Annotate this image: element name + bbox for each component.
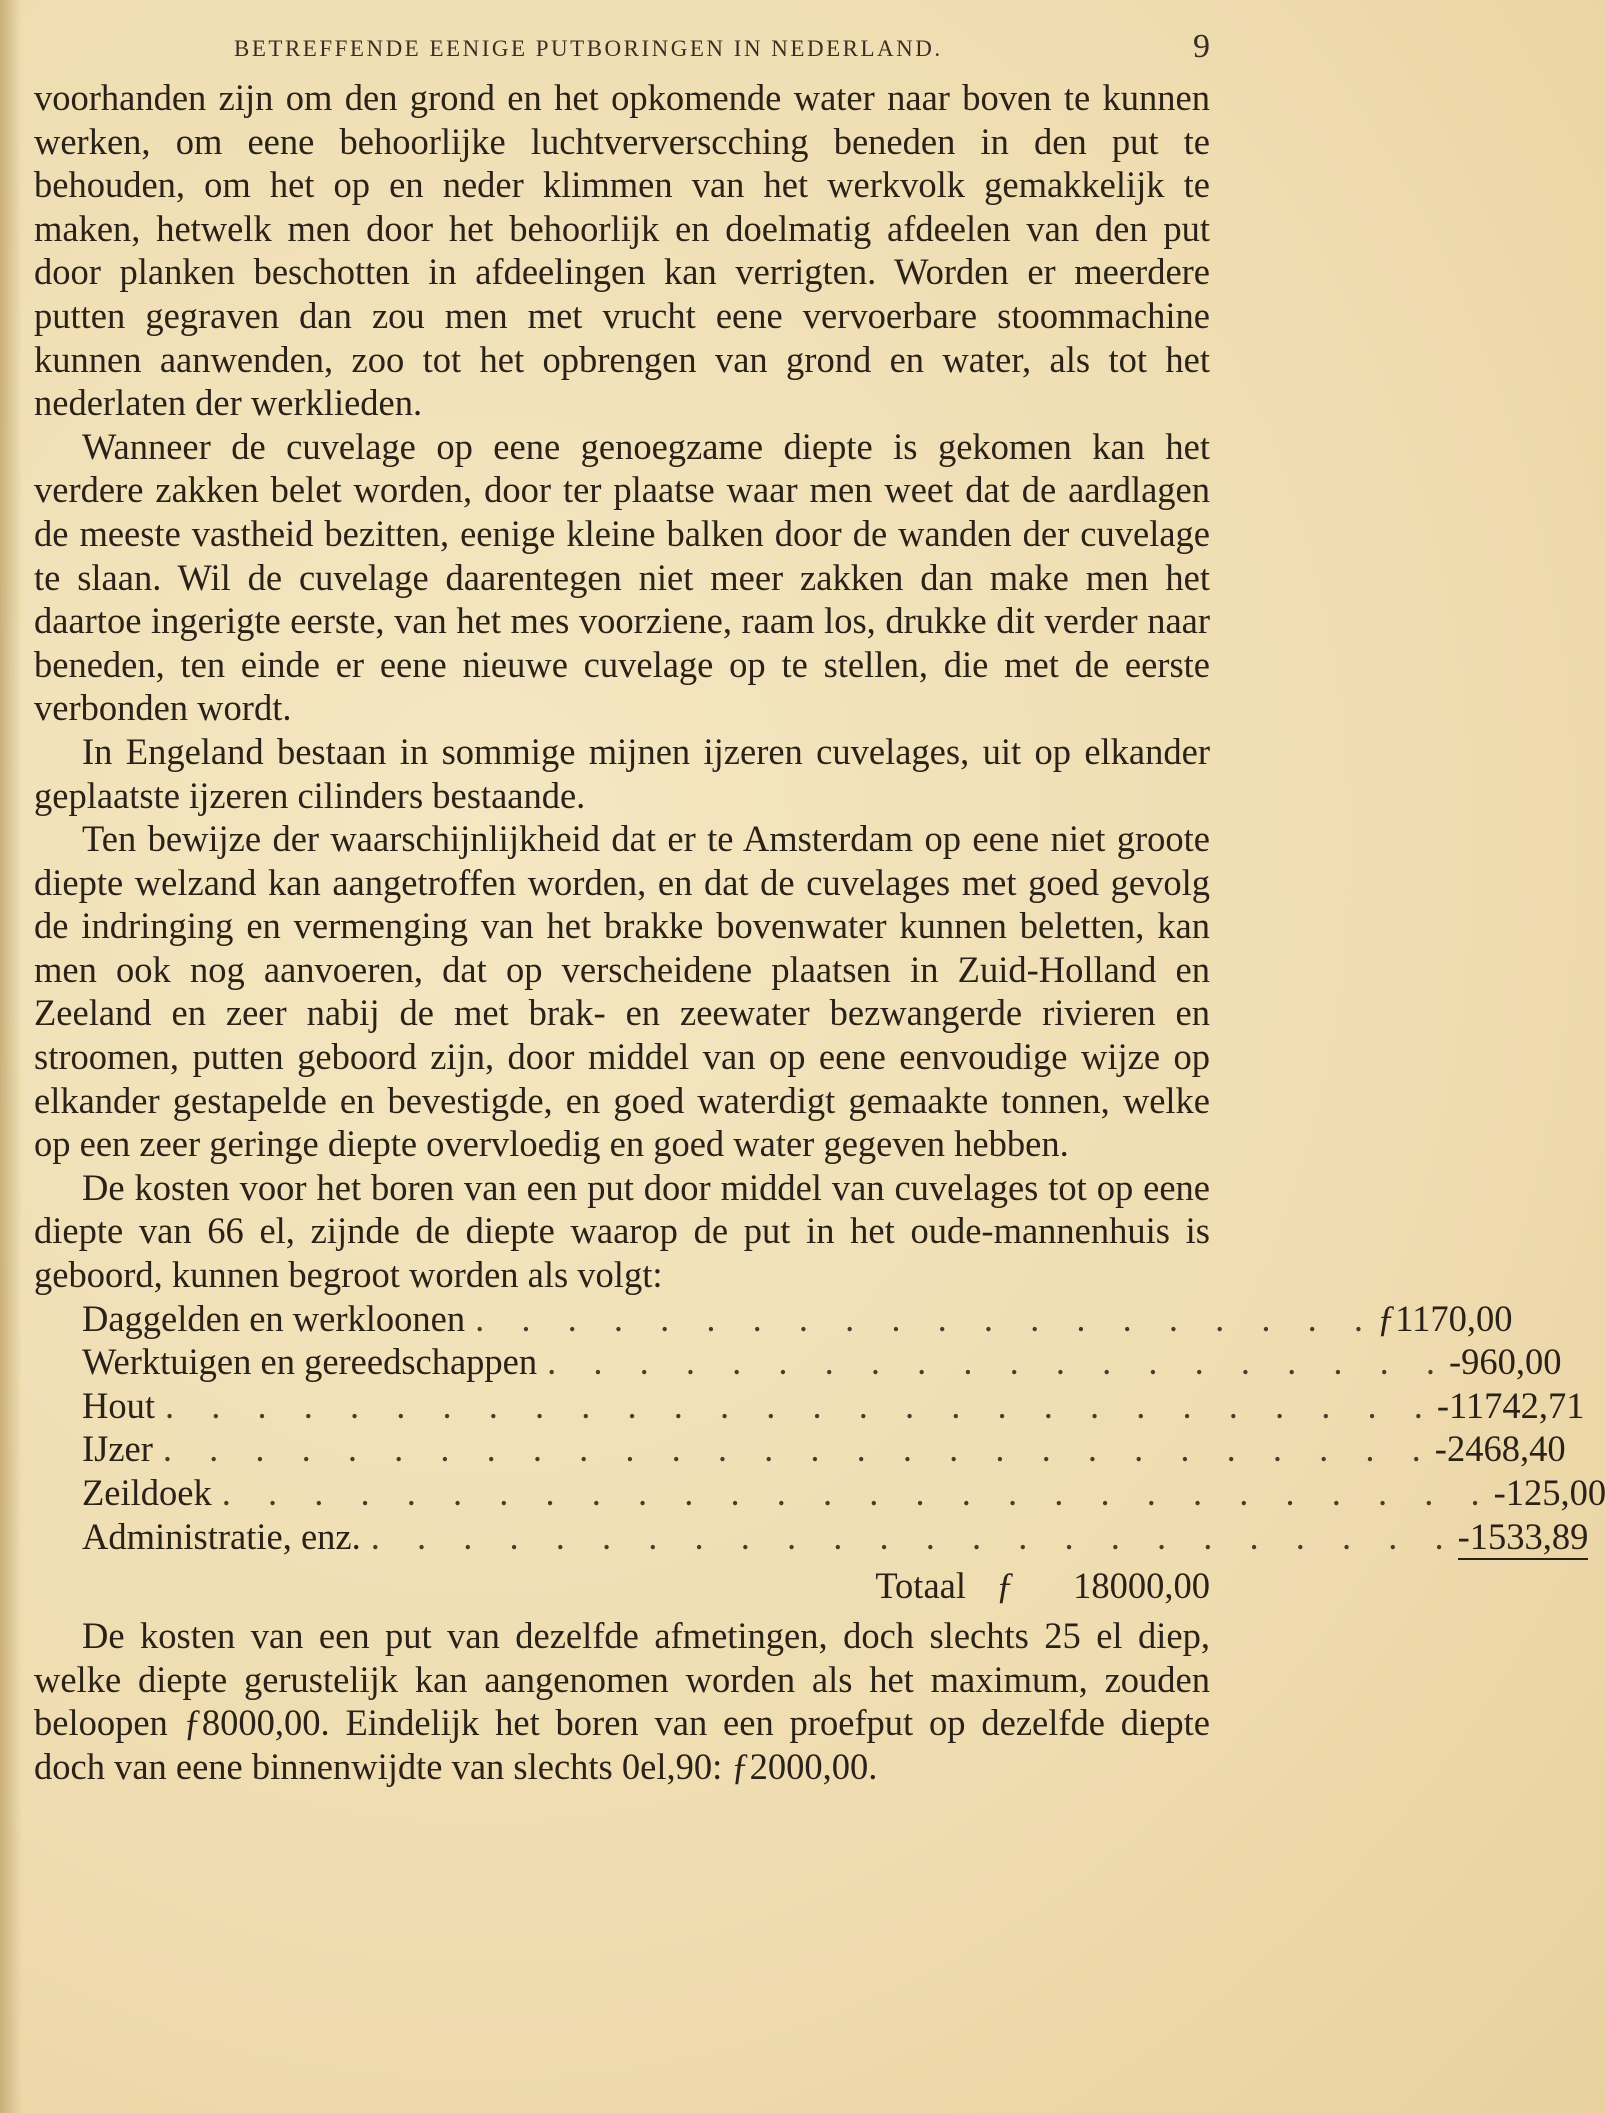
paragraph-4: Ten bewijze der waarschijnlijkheid dat er te Amsterdam op eene niet groote diepte welzand kan aangetroffen worden, en dat de cuvelages met goed gevolg de indringing en vermenging van het brakke bovenwater kunnen beletten, kan men ook nog aanvoeren, dat op verscheidene plaatsen in Zuid-Holland en Zeeland en zeer nabij de met brak- en zeewater bezwangerde rivieren en stroomen, putten geboord zijn, door middel van op eene eenvoudige wijze op elkander gestapelde en bevestigde, en goed waterdigt gemaakte tonnen, welke op een zeer geringe diepte overvloedig en goed water gegeven hebben. [34, 818, 1210, 1165]
cost-label: Daggelden en werkloonen [82, 1297, 466, 1339]
cost-row [82, 1471, 1606, 1515]
paragraph-3: In Engeland bestaan in sommige mijnen ijzeren cuvelages, uit op elkander geplaatste ijzeren cilinders bestaande. [34, 730, 1210, 816]
page-edge-shadow [0, 0, 22, 2113]
cost-amount: 960,00 [1461, 1341, 1562, 1383]
cost-label: Zeildoek [82, 1472, 212, 1513]
cost-currency: - [1449, 1341, 1462, 1383]
leader-dots: . . . . . . . . . . . . . . . . . . . . . . . . [370, 1515, 1458, 1557]
cost-label: Hout [82, 1384, 155, 1426]
cost-amount: 1170,00 [1395, 1297, 1513, 1339]
cost-label: Werktuigen en gereedschappen [82, 1341, 538, 1383]
cost-currency: - [1458, 1515, 1470, 1561]
leader-dots: . . . . . . . . . . . . . . . . . . . . . . . . . . . . [165, 1384, 1437, 1426]
book-page [34, 28, 1606, 1789]
paragraph-2: Wanneer de cuvelage op eene genoegzame diepte is gekomen kan het verdere zakken belet worden, door ter plaatse waar men weet dat de aardlagen de meeste vastheid bezitten, eenige kleine balken door de wanden der cuvelage te slaan. Wil de cuvelage daarentegen niet meer zakken dan make men het daartoe ingerigte eerste, van het mes voorziene, raam los, drukke dit verder naar beneden, ten einde er eene nieuwe cuvelage op te stellen, die met de eerste verbonden wordt. [34, 425, 1210, 729]
total-currency: ƒ [995, 1565, 1015, 1607]
cost-amount: 11742,71 [1449, 1384, 1585, 1426]
cost-table [82, 1297, 1606, 1615]
leader-dots: . . . . . . . . . . . . . . . . . . . . . . . . . . . . [221, 1472, 1494, 1513]
leader-dots: . . . . . . . . . . . . . . . . . . . . [547, 1341, 1450, 1383]
cost-label: IJzer [82, 1428, 153, 1470]
closing-text [34, 1614, 1210, 1788]
cost-amount: 2468,40 [1446, 1428, 1566, 1470]
paragraph-1: voorhanden zijn om den grond en het opkomende water naar boven te kunnen werken, om eene behoorlijke luchtververscching beneden in den put te behouden, om het op en neder klimmen van het werkvolk gemakkelijk te maken, hetwelk men door het behoorlijk en doelmatig afdeelen van den put door planken beschotten in afdeelingen kan verrigten. Worden er meerdere putten gegraven dan zou men met vrucht eene vervoerbare stoommachine kunnen aanwenden, zoo tot het opbrengen van grond en water, als tot het nederlaten der werklieden. [34, 77, 1210, 424]
cost-row [82, 1384, 1585, 1428]
page-number: 9 [1193, 28, 1210, 65]
closing-paragraph: De kosten van een put van dezelfde afmetingen, doch slechts 25 el diep, welke diepte gerustelijk kan aangenomen worden als het maximum, zouden beloopen ƒ8000,00. Eindelijk het boren van een proefput op dezelfde diepte doch van eene binnenwijdte van slechts 0el,90: ƒ2000,00. [34, 1615, 1210, 1787]
leader-dots: . . . . . . . . . . . . . . . . . . . . [475, 1297, 1377, 1339]
total-amount: 18000,00 [1073, 1565, 1210, 1607]
page-header [34, 28, 1210, 76]
total-row [82, 1558, 1210, 1614]
cost-currency: - [1434, 1428, 1447, 1470]
cost-row [82, 1427, 1566, 1471]
paragraph-5: De kosten voor het boren van een put door middel van cuvelages tot op eene diepte van 66 el, zijnde de diepte waarop de put in het oude-mannenhuis is geboord, kunnen begroot worden als volgt: [34, 1166, 1210, 1296]
cost-row [82, 1340, 1562, 1384]
cost-currency: - [1436, 1384, 1450, 1426]
cost-currency: - [1493, 1472, 1506, 1513]
leader-dots: . . . . . . . . . . . . . . . . . . . . . . . . . . . . [162, 1428, 1435, 1470]
body-text [34, 76, 1210, 1297]
cost-amount: 125,00 [1505, 1472, 1606, 1513]
total-label: Totaal [875, 1565, 966, 1607]
cost-label: Administratie, enz. [82, 1515, 361, 1557]
cost-row [82, 1515, 1589, 1559]
cost-row [82, 1297, 1513, 1341]
cost-amount: 1533,89 [1470, 1515, 1589, 1561]
running-title: BETREFFENDE EENIGE PUTBORINGEN IN NEDERLAND. [234, 36, 943, 61]
cost-currency: ƒ [1376, 1297, 1396, 1339]
